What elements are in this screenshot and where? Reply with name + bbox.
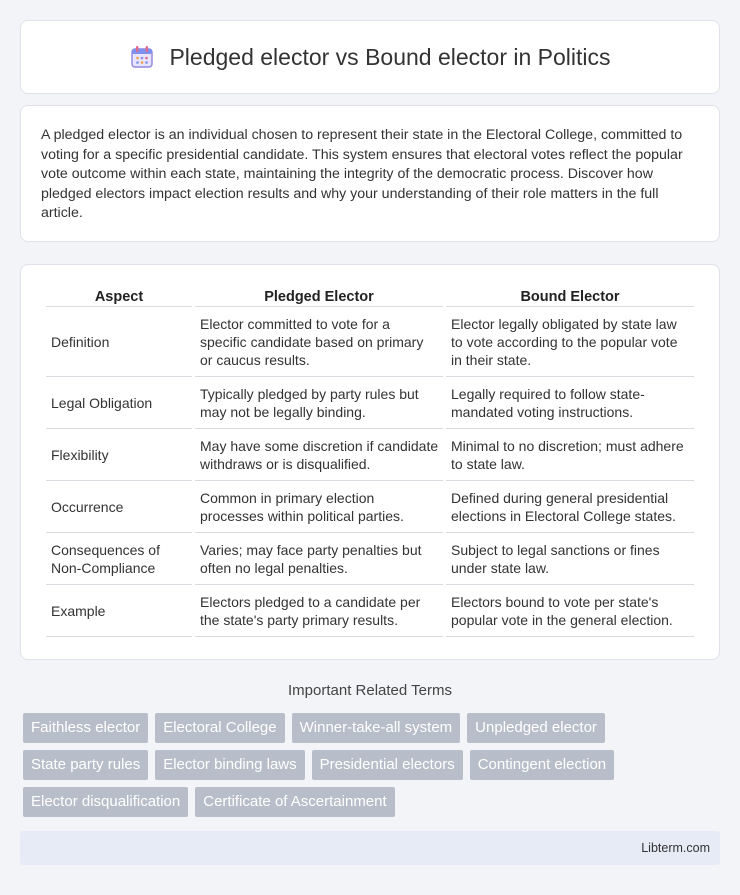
calendar-icon (129, 44, 155, 70)
column-header-bound: Bound Elector (446, 285, 694, 307)
aspect-cell: Definition (46, 307, 192, 377)
tag-electoral-college[interactable]: Electoral College (155, 713, 284, 743)
tag-contingent-election[interactable]: Contingent election (470, 750, 614, 780)
table-header-row (46, 285, 694, 307)
aspect-cell: Example (46, 585, 192, 637)
related-terms-title: Important Related Terms (288, 682, 452, 699)
intro-paragraph: A pledged elector is an individual chosen to represent their state in the Electoral College, committed to voting for a specific presidential candidate. This system ensures that electoral votes reflect the popular vote outcome within each state, maintaining the integrity of the democratic process. Discover how pledged electors impact election results and why your understanding of their role matters in the full article. (41, 127, 683, 222)
pledged-cell: Electors pledged to a candidate per the state's party primary results. (195, 585, 443, 637)
pledged-cell: Varies; may face party penalties but often no legal penalties. (195, 533, 443, 585)
tag-state-party-rules[interactable]: State party rules (23, 750, 148, 780)
bound-cell: Legally required to follow state-mandated voting instructions. (446, 377, 694, 429)
header-card (20, 20, 720, 94)
title-wrap (129, 44, 610, 71)
intro-card (20, 105, 720, 242)
related-terms-list (23, 713, 723, 824)
table-row (46, 533, 694, 585)
aspect-cell: Consequences of Non-Compliance (46, 533, 192, 585)
footer (20, 831, 720, 865)
bound-cell: Subject to legal sanctions or fines under state law. (446, 533, 694, 585)
table-row (46, 377, 694, 429)
table-row (46, 585, 694, 637)
tag-winner-take-all-system[interactable]: Winner-take-all system (292, 713, 461, 743)
footer-site-link[interactable]: Libterm.com (641, 841, 710, 855)
bound-cell: Elector legally obligated by state law to vote according to the popular vote in their state. (446, 307, 694, 377)
table-row (46, 481, 694, 533)
table-row (46, 307, 694, 377)
pledged-cell: Typically pledged by party rules but may not be legally binding. (195, 377, 443, 429)
pledged-cell: Common in primary election processes within political parties. (195, 481, 443, 533)
tag-elector-disqualification[interactable]: Elector disqualification (23, 787, 188, 817)
tag-certificate-of-ascertainment[interactable]: Certificate of Ascertainment (195, 787, 394, 817)
column-header-aspect: Aspect (46, 285, 192, 307)
aspect-cell: Flexibility (46, 429, 192, 481)
bound-cell: Defined during general presidential elections in Electoral College states. (446, 481, 694, 533)
pledged-cell: Elector committed to vote for a specific candidate based on primary or caucus results. (195, 307, 443, 377)
comparison-table (43, 285, 697, 637)
aspect-cell: Legal Obligation (46, 377, 192, 429)
pledged-cell: May have some discretion if candidate withdraws or is disqualified. (195, 429, 443, 481)
page-title: Pledged elector vs Bound elector in Politics (169, 43, 611, 70)
aspect-cell: Occurrence (46, 481, 192, 533)
tag-presidential-electors[interactable]: Presidential electors (312, 750, 463, 780)
comparison-table-card (20, 264, 720, 660)
tag-row (23, 713, 723, 743)
tag-faithless-elector[interactable]: Faithless elector (23, 713, 148, 743)
bound-cell: Minimal to no discretion; must adhere to state law. (446, 429, 694, 481)
bound-cell: Electors bound to vote per state's popular vote in the general election. (446, 585, 694, 637)
tag-elector-binding-laws[interactable]: Elector binding laws (155, 750, 304, 780)
tag-unpledged-elector[interactable]: Unpledged elector (467, 713, 605, 743)
tag-row (23, 787, 723, 817)
tag-row (23, 750, 723, 780)
column-header-pledged: Pledged Elector (195, 285, 443, 307)
table-row (46, 429, 694, 481)
